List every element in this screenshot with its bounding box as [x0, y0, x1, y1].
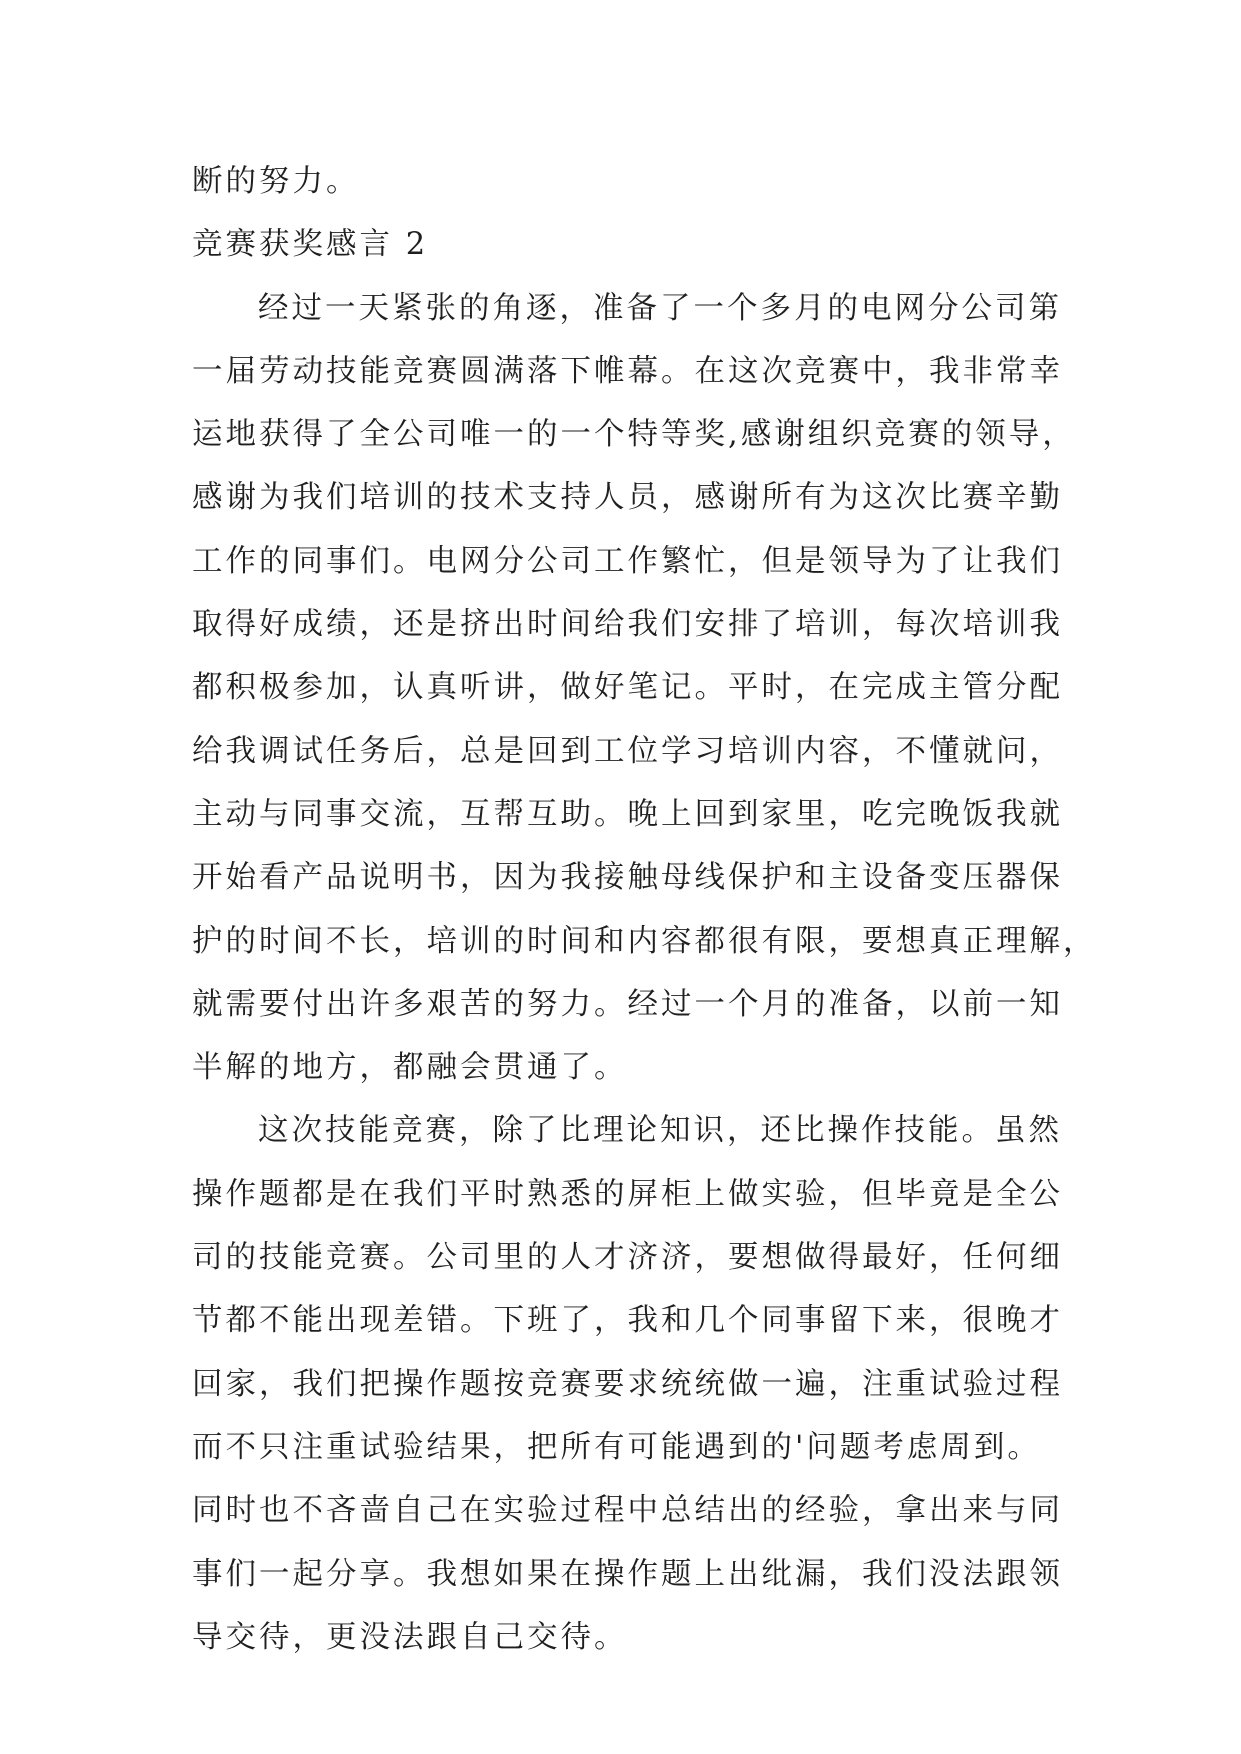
text-line: 节都不能出现差错。下班了，我和几个同事留下来，很晚才 — [192, 1303, 1063, 1339]
text-line: 司的技能竞赛。公司里的人才济济，要想做得最好，任何细 — [192, 1240, 1063, 1276]
paragraph-1 — [192, 277, 1097, 1100]
document-body — [192, 150, 1097, 1669]
text-line: 护的时间不长，培训的时间和内容都很有限，要想真正理解， — [192, 923, 1097, 959]
text-line: 导交待，更没法跟自己交待。 — [192, 1619, 628, 1655]
text-line: 就需要付出许多艰苦的努力。经过一个月的准备，以前一知 — [192, 986, 1063, 1022]
text-line: 给我调试任务后，总是回到工位学习培训内容，不懂就问， — [192, 733, 1063, 769]
text-line: 都积极参加，认真听讲，做好笔记。平时，在完成主管分配 — [192, 670, 1063, 706]
text-line: 事们一起分享。我想如果在操作题上出纰漏，我们没法跟领 — [192, 1556, 1063, 1592]
text-line: 一届劳动技能竞赛圆满落下帷幕。在这次竞赛中，我非常幸 — [192, 353, 1063, 389]
paragraph-2 — [192, 1099, 1072, 1669]
text-line: 同时也不吝啬自己在实验过程中总结出的经验，拿出来与同 — [192, 1493, 1063, 1529]
text-line: 半解的地方，都融会贯通了。 — [192, 1050, 628, 1086]
text-line: 经过一天紧张的角逐，准备了一个多月的电网分公司第 — [258, 290, 1062, 326]
text-line: 感谢为我们培训的技术支持人员，感谢所有为这次比赛辛勤 — [192, 480, 1063, 516]
text-line: 操作题都是在我们平时熟悉的屏柜上做实验，但毕竟是全公 — [192, 1176, 1063, 1212]
section-heading: 竞赛获奖感言 2 — [192, 227, 429, 263]
text-line: 回家，我们把操作题按竞赛要求统统做一遍，注重试验过程 — [192, 1366, 1063, 1402]
text-line: 开始看产品说明书，因为我接触母线保护和主设备变压器保 — [192, 860, 1063, 896]
text-line: 主动与同事交流，互帮互助。晚上回到家里，吃完晚饭我就 — [192, 796, 1063, 832]
text-line: 这次技能竞赛，除了比理论知识，还比操作技能。虽然 — [258, 1113, 1062, 1149]
text-line: 断的努力。 — [192, 164, 360, 199]
text-line: 取得好成绩，还是挤出时间给我们安排了培训，每次培训我 — [192, 607, 1063, 643]
text-line: 运地获得了全公司唯一的一个特等奖,感谢组织竞赛的领导， — [192, 417, 1076, 453]
text-line: 工作的同事们。电网分公司工作繁忙，但是领导为了让我们 — [192, 543, 1063, 579]
text-line: 而不只注重试验结果，把所有可能遇到的'问题考虑周到。 — [192, 1429, 1041, 1465]
